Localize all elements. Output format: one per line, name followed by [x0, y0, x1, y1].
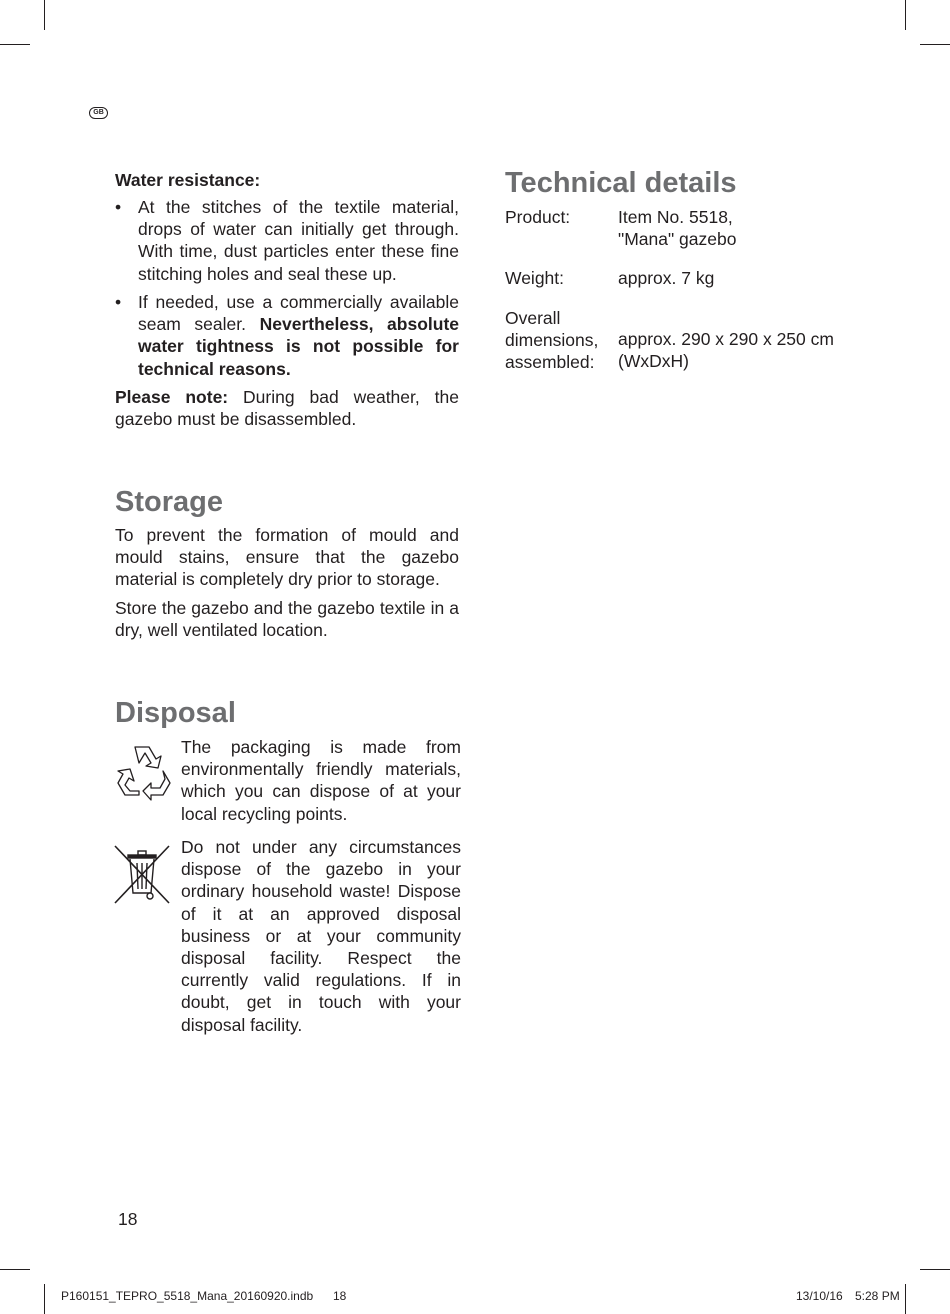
disposal-packaging-text: The packaging is made from environmentally friendly materials, which you can dispose of at your local recycling points. — [181, 737, 461, 824]
note-paragraph — [115, 386, 459, 430]
bullet-mark: • — [115, 292, 122, 312]
bullet-item — [115, 196, 459, 285]
crop-mark — [905, 0, 906, 30]
crop-mark — [0, 1269, 30, 1270]
dimensions-value: approx. 290 x 290 x 250 cm — [618, 329, 834, 349]
page-number: 18 — [118, 1209, 138, 1229]
water-resistance-title: Water resistance: — [115, 170, 261, 190]
bullet-text-normal: If needed, use a commercially available seam sealer. — [138, 292, 459, 335]
product-value: Item No. 5518, — [618, 207, 733, 227]
crop-mark — [44, 1284, 45, 1314]
footer-file-name: P160151_TEPRO_5518_Mana_20160920.indb — [61, 1289, 314, 1303]
technical-details-heading: Technical details — [505, 167, 737, 199]
storage-paragraph: To prevent the formation of mould and mould stains, ensure that the gazebo material is completely dry prior to storage. — [115, 525, 459, 590]
crossed-out-bin-icon — [114, 843, 170, 907]
footer-date: 13/10/16 — [796, 1289, 843, 1303]
recycle-icon — [115, 741, 175, 801]
weight-label: Weight: — [505, 268, 565, 288]
dimensions-value: (WxDxH) — [618, 351, 689, 371]
crop-mark — [0, 44, 30, 45]
bullet-item — [115, 291, 459, 380]
storage-heading: Storage — [115, 486, 223, 518]
crop-mark — [44, 0, 45, 30]
weight-value: approx. 7 kg — [618, 268, 715, 288]
footer-time: 5:28 PM — [855, 1289, 900, 1303]
note-text: During bad weather, the gazebo must be disassembled. — [115, 387, 459, 430]
crop-mark — [920, 44, 950, 45]
bullet-text: At the stitches of the textile material, drops of water can initially get through. With time, dust particles enter these fine stitching holes and seal these up. — [138, 197, 459, 284]
dimensions-label: dimensions, — [505, 330, 599, 350]
disposal-household-text: Do not under any circumstances dispose of the gazebo in your ordinary household waste! Dispose of it at an approved disposal business or at your community disposal facility. Respect the currently valid regulations. If in doubt, get in touch with your disposal facility. — [181, 837, 461, 1035]
bullet-text — [138, 291, 459, 380]
disposal-heading: Disposal — [115, 697, 236, 729]
storage-paragraph: Store the gazebo and the gazebo textile in a dry, well ventilated location. — [115, 598, 459, 641]
product-label: Product: — [505, 207, 571, 227]
crop-mark — [920, 1269, 950, 1270]
bullet-mark: • — [115, 197, 122, 217]
language-badge: GB — [89, 107, 108, 119]
note-label: Please note: — [115, 387, 229, 407]
crop-mark — [905, 1284, 906, 1314]
product-value: "Mana" gazebo — [618, 229, 737, 249]
bullet-text-bold: Nevertheless, absolute water tightness is not possible for technical reasons. — [138, 314, 460, 379]
dimensions-label: assembled: — [505, 352, 595, 372]
footer-file-page: 18 — [333, 1289, 347, 1303]
dimensions-label: Overall — [505, 308, 561, 328]
